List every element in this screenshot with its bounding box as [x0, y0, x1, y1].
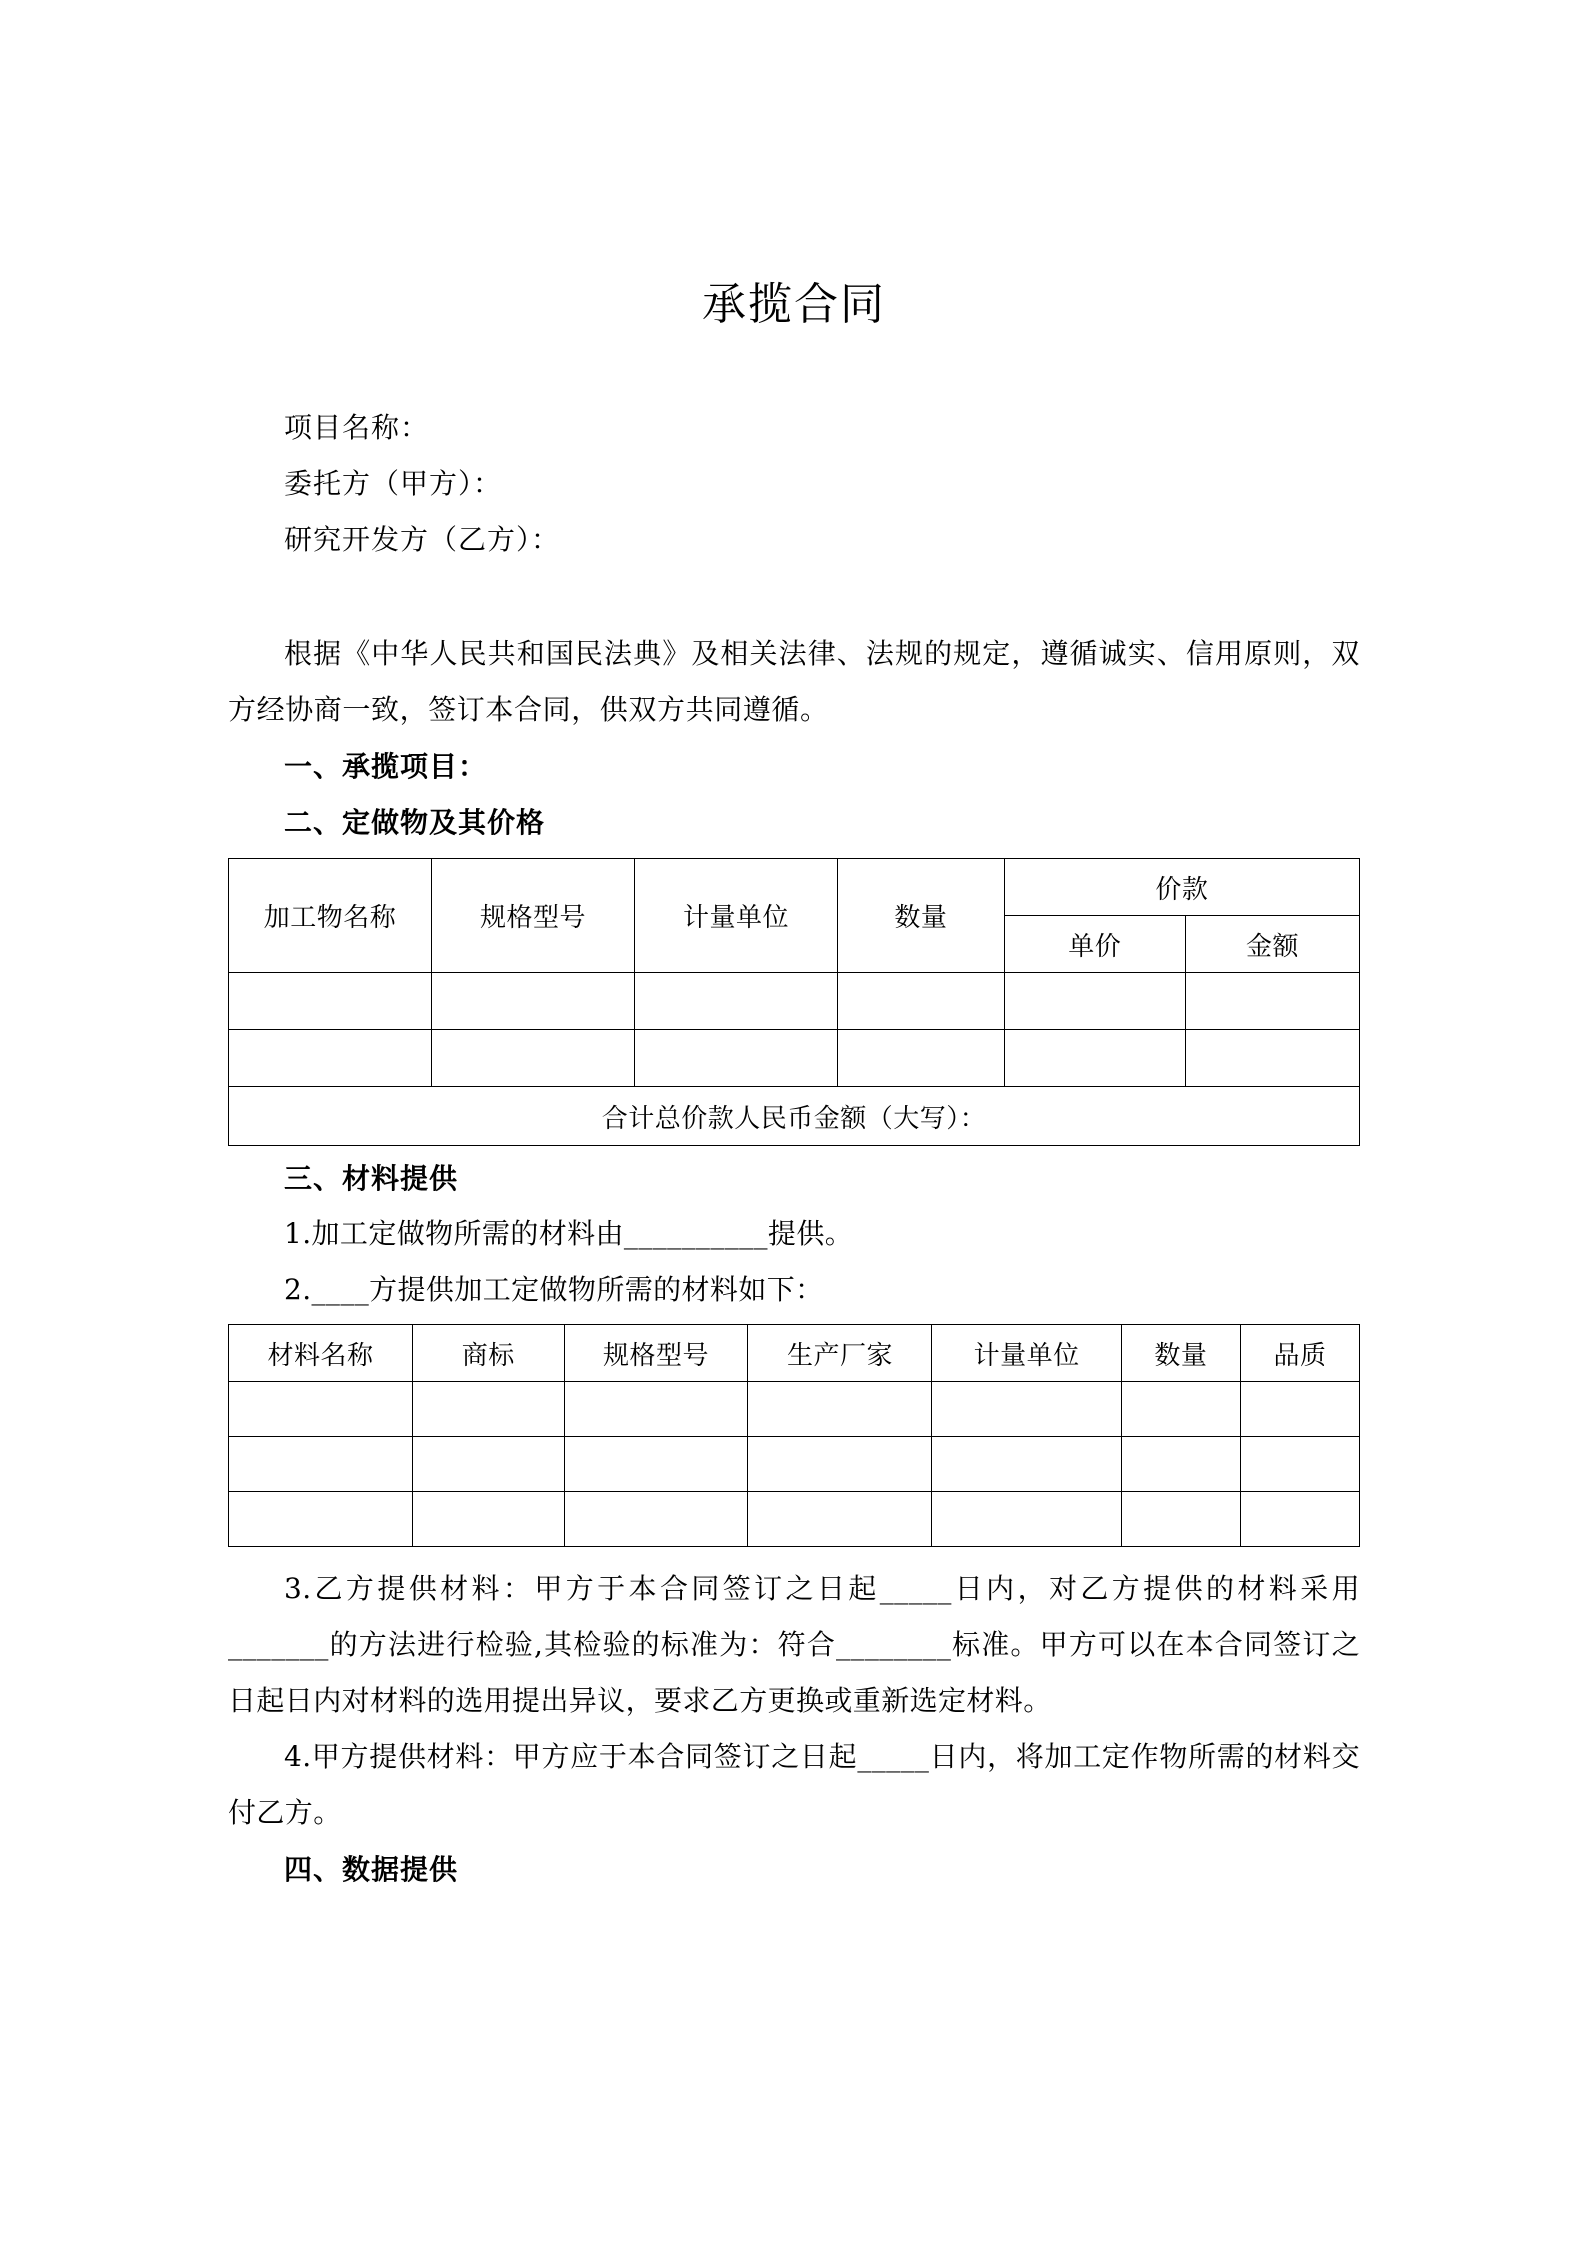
- cell-quality[interactable]: [1240, 1382, 1359, 1437]
- material-item-3: 3.乙方提供材料：甲方于本合同签订之日起_____日内，对乙方提供的材料采用_______的方法进行检验,其检验的标准为：符合________标准。甲方可以在本合同签订之日起日内对材料的选用提出异议，要求乙方更换或重新选定材料。: [228, 1572, 1360, 1717]
- cell-unit[interactable]: [634, 973, 837, 1030]
- cell-trademark[interactable]: [412, 1382, 564, 1437]
- cell-unit[interactable]: [932, 1437, 1121, 1492]
- table-row: [229, 1382, 1360, 1437]
- th-material-name: 材料名称: [229, 1325, 413, 1382]
- th-spec-model: 规格型号: [431, 859, 634, 973]
- cell-unit-price[interactable]: [1004, 1030, 1185, 1087]
- table-total-row: [229, 1087, 1360, 1146]
- total-amount-label[interactable]: 合计总价款人民币金额（大写）：: [229, 1087, 1360, 1146]
- cell-process-name[interactable]: [229, 973, 432, 1030]
- cell-unit[interactable]: [634, 1030, 837, 1087]
- table-row: [229, 1492, 1360, 1547]
- field-party-b: 研究开发方（乙方）：: [284, 523, 561, 556]
- cell-material-name[interactable]: [229, 1492, 413, 1547]
- cell-unit[interactable]: [932, 1492, 1121, 1547]
- cell-spec-model[interactable]: [431, 973, 634, 1030]
- material-item-2: 2.____方提供加工定做物所需的材料如下：: [284, 1273, 824, 1306]
- cell-manufacturer[interactable]: [748, 1492, 932, 1547]
- cell-quantity[interactable]: [1121, 1437, 1240, 1492]
- cell-spec-model[interactable]: [564, 1437, 748, 1492]
- th-amount: 金额: [1185, 916, 1359, 973]
- header-fields-block: [228, 400, 1360, 568]
- cell-quantity[interactable]: [1121, 1382, 1240, 1437]
- section-heading-three: 三、材料提供: [284, 1162, 459, 1195]
- th-unit-price: 单价: [1004, 916, 1185, 973]
- cell-amount[interactable]: [1185, 973, 1359, 1030]
- cell-material-name[interactable]: [229, 1437, 413, 1492]
- th-trademark: 商标: [412, 1325, 564, 1382]
- th-manufacturer: 生产厂家: [748, 1325, 932, 1382]
- field-project-name: 项目名称：: [284, 411, 430, 444]
- th-quantity: 数量: [837, 859, 1004, 973]
- table-row: [229, 1030, 1360, 1087]
- material-item-1: 1.加工定做物所需的材料由__________提供。: [284, 1217, 854, 1250]
- cell-manufacturer[interactable]: [748, 1382, 932, 1437]
- cell-spec-model[interactable]: [564, 1382, 748, 1437]
- cell-quality[interactable]: [1240, 1437, 1359, 1492]
- material-item-4: 4.甲方提供材料：甲方应于本合同签订之日起_____日内，将加工定作物所需的材料交付乙方。: [228, 1740, 1360, 1829]
- cell-quantity[interactable]: [837, 1030, 1004, 1087]
- section-heading-two: 二、定做物及其价格: [284, 806, 546, 839]
- th-quality: 品质: [1240, 1325, 1359, 1382]
- cell-spec-model[interactable]: [564, 1492, 748, 1547]
- th-unit: 计量单位: [634, 859, 837, 973]
- price-table: [228, 858, 1360, 1146]
- cell-quantity[interactable]: [837, 973, 1004, 1030]
- table-row: [229, 973, 1360, 1030]
- th-unit: 计量单位: [932, 1325, 1121, 1382]
- cell-spec-model[interactable]: [431, 1030, 634, 1087]
- th-process-name: 加工物名称: [229, 859, 432, 973]
- cell-trademark[interactable]: [412, 1437, 564, 1492]
- section-heading-four: 四、数据提供: [284, 1853, 459, 1886]
- table-row: [229, 1437, 1360, 1492]
- intro-paragraph: 根据《中华人民共和国民法典》及相关法律、法规的规定，遵循诚实、信用原则，双方经协商一致，签订本合同，供双方共同遵循。: [228, 637, 1360, 726]
- cell-amount[interactable]: [1185, 1030, 1359, 1087]
- cell-trademark[interactable]: [412, 1492, 564, 1547]
- material-table: [228, 1324, 1360, 1547]
- material-table-header-row: [229, 1325, 1360, 1382]
- th-spec-model: 规格型号: [564, 1325, 748, 1382]
- cell-quantity[interactable]: [1121, 1492, 1240, 1547]
- cell-manufacturer[interactable]: [748, 1437, 932, 1492]
- cell-quality[interactable]: [1240, 1492, 1359, 1547]
- page-title: 承揽合同: [702, 279, 886, 330]
- th-price: 价款: [1004, 859, 1359, 916]
- cell-unit-price[interactable]: [1004, 973, 1185, 1030]
- document-content: [228, 0, 1360, 1897]
- table-header-row: [229, 859, 1360, 916]
- cell-process-name[interactable]: [229, 1030, 432, 1087]
- cell-unit[interactable]: [932, 1382, 1121, 1437]
- cell-material-name[interactable]: [229, 1382, 413, 1437]
- field-party-a: 委托方（甲方）：: [284, 467, 503, 500]
- th-quantity: 数量: [1121, 1325, 1240, 1382]
- section-heading-one: 一、承揽项目：: [284, 750, 488, 783]
